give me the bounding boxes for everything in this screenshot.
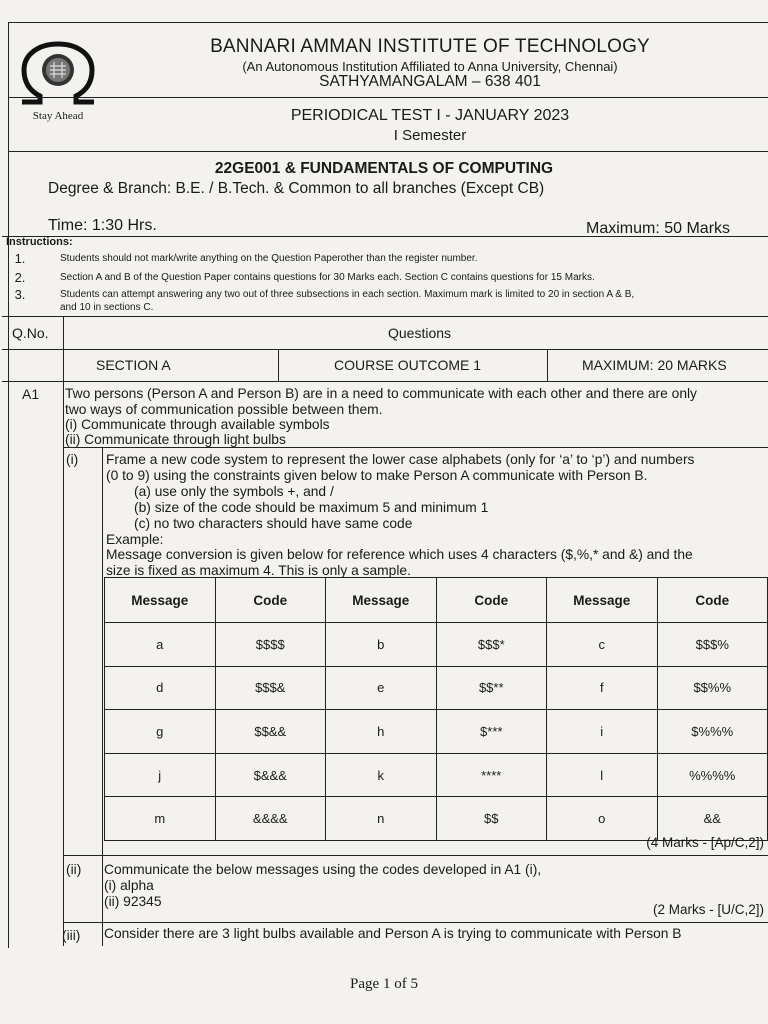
instruction-number: 1.: [14, 251, 26, 266]
constraint-line: (c) no two characters should have same code: [134, 516, 413, 531]
question-intro-line: (ii) Communicate through light bulbs: [65, 432, 286, 447]
table-cell: &&&&: [215, 797, 326, 841]
course-title: 22GE001 & FUNDAMENTALS OF COMPUTING: [214, 160, 554, 177]
section-max-marks: MAXIMUM: 20 MARKS: [582, 357, 727, 373]
table-cell: k: [326, 753, 437, 797]
part-line: Communicate the below messages using the codes developed in A1 (i),: [104, 862, 542, 877]
part-line: Consider there are 3 light bulbs available and Person A is trying to communicate with Person B: [104, 926, 682, 941]
part-line: (0 to 9) using the constraints given below to make Person A communicate with Person B.: [106, 468, 648, 483]
table-row: [105, 753, 768, 797]
divider: [2, 236, 768, 237]
table-cell: o: [547, 797, 658, 841]
marks-allocation: (4 Marks - [Ap/C,2]): [646, 835, 764, 850]
divider: [2, 381, 768, 382]
course-outcome: COURSE OUTCOME 1: [334, 357, 482, 373]
question-number: A1: [22, 386, 40, 402]
table-cell: $%%%: [657, 710, 768, 754]
table-cell: $$$*: [436, 623, 547, 667]
table-header-row: [105, 578, 768, 623]
column-header: Code: [215, 578, 326, 623]
part-line: (i) alpha: [104, 878, 154, 893]
logo-tagline: Stay Ahead: [32, 110, 84, 122]
table-cell: m: [105, 797, 216, 841]
part-label: (iii): [62, 928, 81, 943]
table-cell: n: [326, 797, 437, 841]
institute-name: BANNARI AMMAN INSTITUTE OF TECHNOLOGY: [210, 36, 650, 57]
test-title: PERIODICAL TEST I - JANUARY 2023: [290, 107, 570, 124]
table-cell: $$%%: [657, 666, 768, 710]
constraint-line: (b) size of the code should be maximum 5 and minimum 1: [134, 500, 489, 515]
column-header: Message: [547, 578, 658, 623]
instruction-number: 3.: [14, 287, 26, 302]
table-cell: $$$$: [215, 623, 326, 667]
table-row: [105, 623, 768, 667]
table-cell: l: [547, 753, 658, 797]
part-label: (i): [66, 452, 79, 467]
table-cell: $$**: [436, 666, 547, 710]
divider: [63, 922, 768, 923]
question-intro-line: Two persons (Person A and Person B) are in a need to communicate with each other and there are only: [65, 386, 697, 401]
degree-branch: Degree & Branch: B.E. / B.Tech. & Common to all branches (Except CB): [48, 180, 545, 197]
part-line: Message conversion is given below for reference which uses 4 characters ($,%,* and &) and the: [106, 547, 693, 562]
column-header: Message: [326, 578, 437, 623]
semester: I Semester: [393, 127, 467, 144]
qno-header: Q.No.: [12, 325, 49, 341]
omega-logo-icon: [12, 40, 104, 112]
table-cell: g: [105, 710, 216, 754]
part-line: Frame a new code system to represent the lower case alphabets (only for ‘a’ to ‘p’) and numbers: [106, 452, 695, 467]
code-example-table: [104, 577, 768, 841]
instruction-number: 2.: [14, 270, 26, 285]
table-cell: f: [547, 666, 658, 710]
instruction-item: [8, 270, 768, 285]
questions-header: Questions: [388, 325, 452, 341]
instruction-text: Section A and B of the Question Paper contains questions for 30 Marks each. Section C contains questions for 15 Marks.: [60, 272, 595, 283]
table-cell: $$: [436, 797, 547, 841]
exam-time: Time: 1:30 Hrs.: [48, 217, 157, 234]
qno-column-divider: [63, 316, 64, 946]
section-divider: [547, 349, 548, 381]
divider: [8, 151, 768, 152]
table-cell: h: [326, 710, 437, 754]
part-column-divider: [102, 447, 103, 946]
table-cell: %%%%: [657, 753, 768, 797]
column-header: Message: [105, 578, 216, 623]
table-row: [105, 666, 768, 710]
divider: [2, 349, 768, 350]
maximum-marks: Maximum: 50 Marks: [586, 220, 731, 237]
instruction-text: Students can attempt answering any two out of three subsections in each section. Maximum mark is limited to 20 in section A & B,: [60, 289, 635, 300]
divider: [2, 316, 768, 317]
divider: [63, 855, 768, 856]
institute-affiliation: (An Autonomous Institution Affiliated to Anna University, Chennai): [242, 59, 618, 74]
question-intro-line: two ways of communication possible between them.: [65, 402, 383, 417]
institute-logo: [12, 40, 104, 130]
table-cell: j: [105, 753, 216, 797]
part-line: (ii) 92345: [104, 894, 162, 909]
table-cell: $$$%: [657, 623, 768, 667]
table-cell: ****: [436, 753, 547, 797]
instructions-heading: Instructions:: [6, 236, 73, 248]
divider: [63, 447, 768, 448]
institute-city: SATHYAMANGALAM – 638 401: [319, 73, 541, 90]
table-cell: $***: [436, 710, 547, 754]
marks-allocation: (2 Marks - [U/C,2]): [652, 902, 764, 917]
constraint-line: (a) use only the symbols +, and /: [134, 484, 334, 499]
table-cell: &&: [657, 797, 768, 841]
table-cell: $$$&: [215, 666, 326, 710]
table-cell: c: [547, 623, 658, 667]
table-cell: a: [105, 623, 216, 667]
table-cell: b: [326, 623, 437, 667]
section-name: SECTION A: [96, 357, 171, 373]
column-header: Code: [657, 578, 768, 623]
table-cell: i: [547, 710, 658, 754]
table-cell: $$&&: [215, 710, 326, 754]
table-row: [105, 710, 768, 754]
instruction-item: [8, 251, 768, 266]
part-line: Example:: [106, 532, 164, 547]
divider: [8, 97, 768, 98]
table-row: [105, 797, 768, 841]
column-header: Code: [436, 578, 547, 623]
instruction-continuation: and 10 in sections C.: [60, 302, 154, 313]
part-line: size is fixed as maximum 4. This is only a sample.: [106, 563, 411, 578]
page-number: Page 1 of 5: [350, 976, 418, 992]
section-divider: [278, 349, 279, 381]
part-label: (ii): [66, 862, 82, 877]
table-cell: $&&&: [215, 753, 326, 797]
question-intro-line: (i) Communicate through available symbols: [65, 417, 330, 432]
instruction-item: [8, 287, 768, 302]
instruction-text: Students should not mark/write anything on the Question Paperother than the register number.: [60, 253, 478, 264]
table-cell: e: [326, 666, 437, 710]
table-cell: d: [105, 666, 216, 710]
